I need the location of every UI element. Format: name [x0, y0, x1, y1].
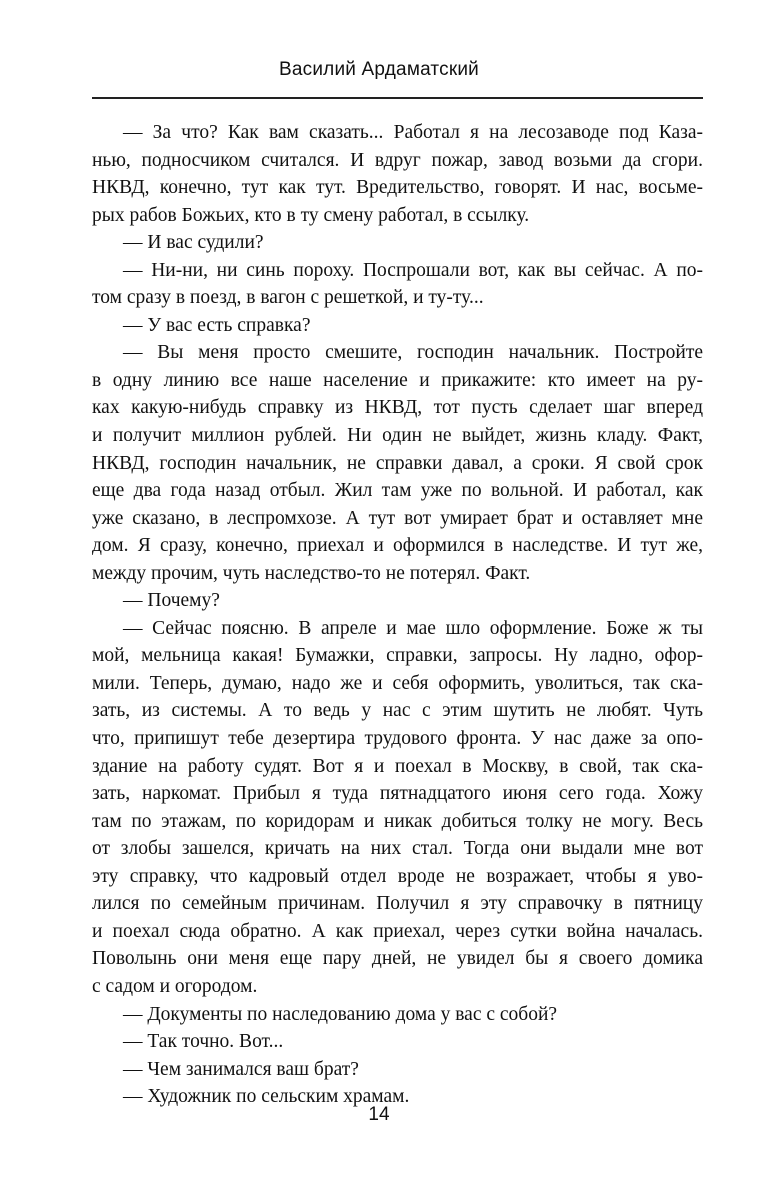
text-line: и получит миллион рублей. Ни один не выйдет, жизнь кладу. Факт,	[92, 425, 703, 447]
text-line: мой, мельница какая! Бумажки, справки, запросы. Ну ладно, офор-	[92, 645, 703, 667]
running-title: Василий Ардаматский	[279, 59, 479, 80]
text-line: — За что? Как вам сказать... Работал я на лесозаводе под Каза-	[123, 122, 703, 143]
body-text	[92, 119, 703, 1111]
text-line: — Сейчас поясню. В апреле и мае шло оформление. Боже ж ты	[123, 617, 703, 639]
text-line: мили. Теперь, думаю, надо же и себя оформить, уволиться, так ска-	[92, 672, 703, 694]
text-line: от злобы зашелся, кричать на них стал. Тогда они выдали мне вот	[92, 838, 703, 860]
text-line: — У вас есть справка?	[123, 314, 311, 336]
text-line: — Так точно. Вот...	[123, 1031, 284, 1053]
text-line: нью, подносчиком считался. И вдруг пожар, завод возьми да сгори.	[92, 149, 703, 171]
text-line: лился по семейным причинам. Получил я эту справочку в пятницу	[92, 893, 703, 915]
text-line: зать, из системы. А то ведь у нас с этим шутить не любят. Чуть	[92, 700, 703, 722]
text-line: — Художник по сельским храмам.	[123, 1086, 410, 1108]
text-line: — Почему?	[123, 590, 220, 612]
text-line: там по этажам, по коридорам и никак добиться толку не могу. Весь	[92, 810, 703, 832]
text-line: ках какую-нибудь справку из НКВД, тот пусть сделает шаг вперед	[92, 397, 703, 419]
text-line: — Ни-ни, ни синь пороху. Поспрошали вот, как вы сейчас. А по-	[123, 259, 703, 281]
text-line: зать, наркомат. Прибыл я туда пятнадцатого июня сего года. Хожу	[92, 783, 703, 805]
text-line: уже сказано, в леспромхозе. А тут вот умирает брат и оставляет мне	[92, 507, 703, 529]
text-line: — Вы меня просто смешите, господин начальник. Постройте	[123, 342, 703, 364]
text-line: здание на работу судят. Вот я и поехал в Москву, в свой, так ска-	[92, 755, 703, 777]
text-line: и поехал сюда обратно. А как приехал, через сутки война началась.	[92, 920, 703, 942]
text-line: в одну линию все наше население и прикажите: кто имеет на ру-	[92, 369, 703, 391]
text-line: рых рабов Божьих, кто в ту смену работал, в ссылку.	[92, 204, 530, 226]
text-line: что, припишут тебе дезертира трудового фронта. У нас даже за опо-	[92, 728, 703, 750]
text-line: с садом и огородом.	[92, 975, 258, 997]
page-number: 14	[368, 1104, 390, 1125]
text-line: дом. Я сразу, конечно, приехал и оформился в наследстве. И тут же,	[92, 535, 703, 557]
text-line: — И вас судили?	[123, 232, 264, 254]
text-line: эту справку, что кадровый отдел вроде не возражает, чтобы я уво-	[92, 865, 703, 887]
text-line: НКВД, господин начальник, не справки давал, а сроки. Я свой срок	[92, 452, 703, 474]
text-line: еще два года назад отбыл. Жил там уже по вольной. И работал, как	[92, 480, 703, 502]
text-line: том сразу в поезд, в вагон с решеткой, и ту-ту...	[92, 287, 484, 309]
text-line: между прочим, чуть наследство-то не потерял. Факт.	[92, 562, 531, 584]
text-line: — Документы по наследованию дома у вас с собой?	[123, 1003, 558, 1025]
header-rule	[92, 97, 703, 99]
text-line: — Чем занимался ваш брат?	[123, 1058, 359, 1080]
text-line: Поволынь они меня еще пару дней, не увидел бы я своего домика	[92, 948, 703, 970]
text-line: НКВД, конечно, тут как тут. Вредительство, говорят. И нас, восьме-	[92, 177, 703, 199]
